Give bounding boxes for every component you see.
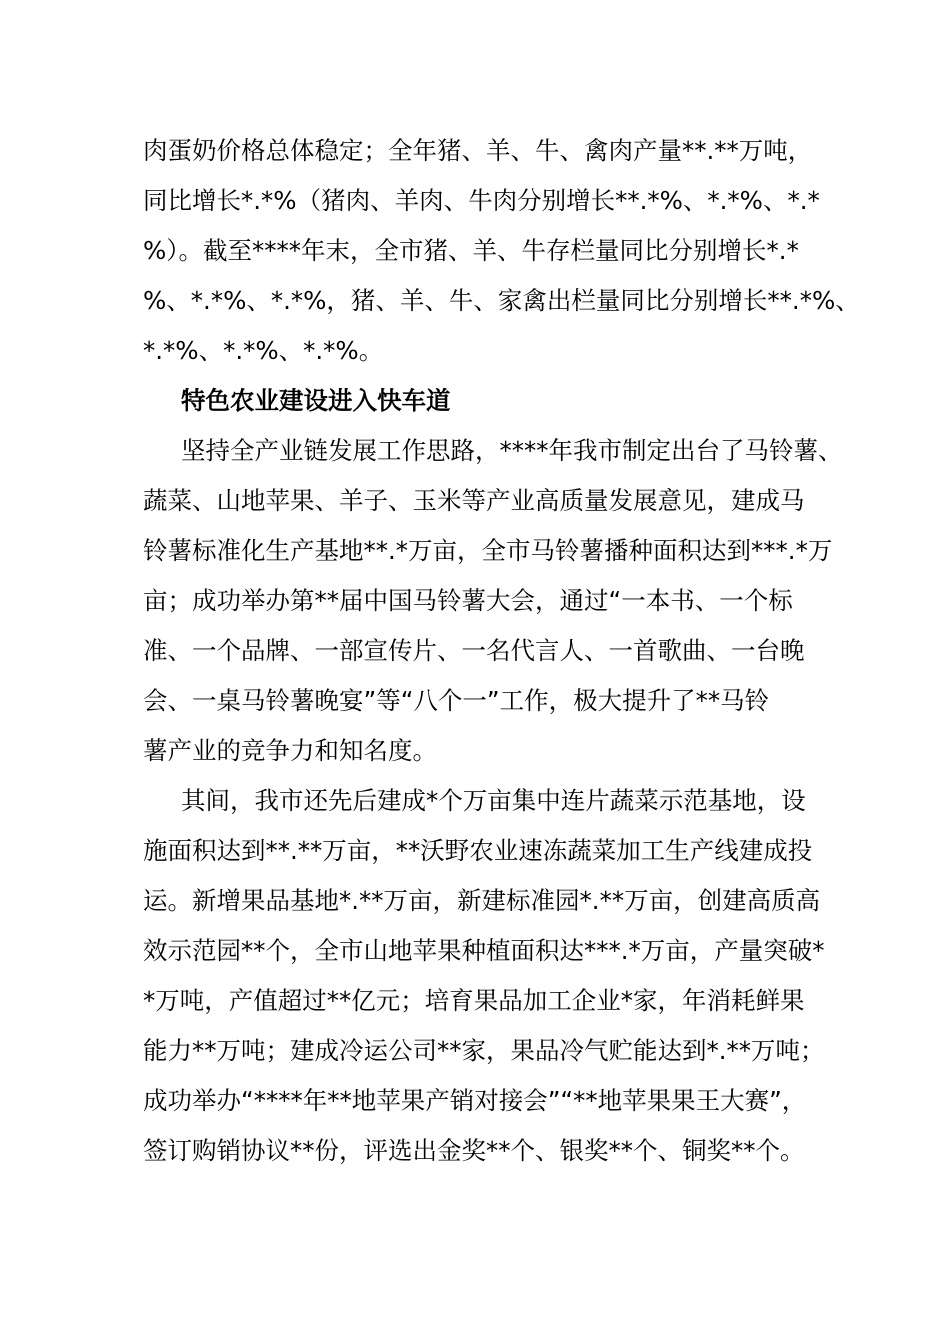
text-line: 会、一桌马铃薯晚宴”等“八个一”工作，极大提升了**马铃 (143, 686, 770, 715)
text-line: *.*%、*.*%、*.*%。 (143, 336, 384, 365)
text-line: 同比增长*.*%（猪肉、羊肉、牛肉分别增长**.*%、*.*%、*.* (143, 186, 820, 215)
text-line: 坚持全产业链发展工作思路，****年我市制定出台了马铃薯、 (181, 436, 843, 465)
text-line: 铃薯标准化生产基地**.*万亩，全市马铃薯播种面积达到***.*万 (143, 536, 833, 565)
text-line: 签订购销协议**份，评选出金奖**个、银奖**个、铜奖**个。 (143, 1136, 805, 1165)
text-line: %、*.*%、*.*%，猪、羊、牛、家禽出栏量同比分别增长**.*%、 (143, 286, 860, 315)
text-line: 准、一个品牌、一部宣传片、一名代言人、一首歌曲、一台晚 (143, 636, 805, 665)
text-line: 亩；成功举办第**届中国马铃薯大会，通过“一本书、一个标 (143, 586, 793, 615)
text-line: 运。新增果品基地*.**万亩，新建标准园*.**万亩，创建高质高 (143, 886, 821, 915)
text-line: %）。截至****年末，全市猪、羊、牛存栏量同比分别增长*.* (143, 236, 799, 265)
paragraph-potato (143, 426, 843, 776)
text-line: 蔬菜、山地苹果、羊子、玉米等产业高质量发展意见，建成马 (143, 486, 805, 515)
text-line: *万吨，产值超过**亿元；培育果品加工企业*家，年消耗鲜果 (143, 986, 805, 1015)
text-line: 成功举办“****年**地苹果产销对接会”“**地苹果果王大赛”， (143, 1086, 807, 1115)
document-page (143, 126, 860, 1176)
text-line: 能力**万吨；建成冷运公司**家，果品冷气贮能达到*.**万吨； (143, 1036, 825, 1065)
text-line: 施面积达到**.**万亩，**沃野农业速冻蔬菜加工生产线建成投 (143, 836, 813, 865)
paragraph-livestock (143, 126, 860, 376)
section-heading: 特色农业建设进入快车道 (181, 386, 451, 415)
text-line: 其间，我市还先后建成*个万亩集中连片蔬菜示范基地，设 (181, 786, 806, 815)
text-line: 薯产业的竞争力和知名度。 (143, 736, 437, 765)
paragraph-vegetable-fruit (143, 776, 823, 1176)
text-line: 效示范园**个，全市山地苹果种植面积达***.*万亩，产量突破* (143, 936, 825, 965)
text-line: 肉蛋奶价格总体稳定；全年猪、羊、牛、禽肉产量**.**万吨， (143, 136, 813, 165)
